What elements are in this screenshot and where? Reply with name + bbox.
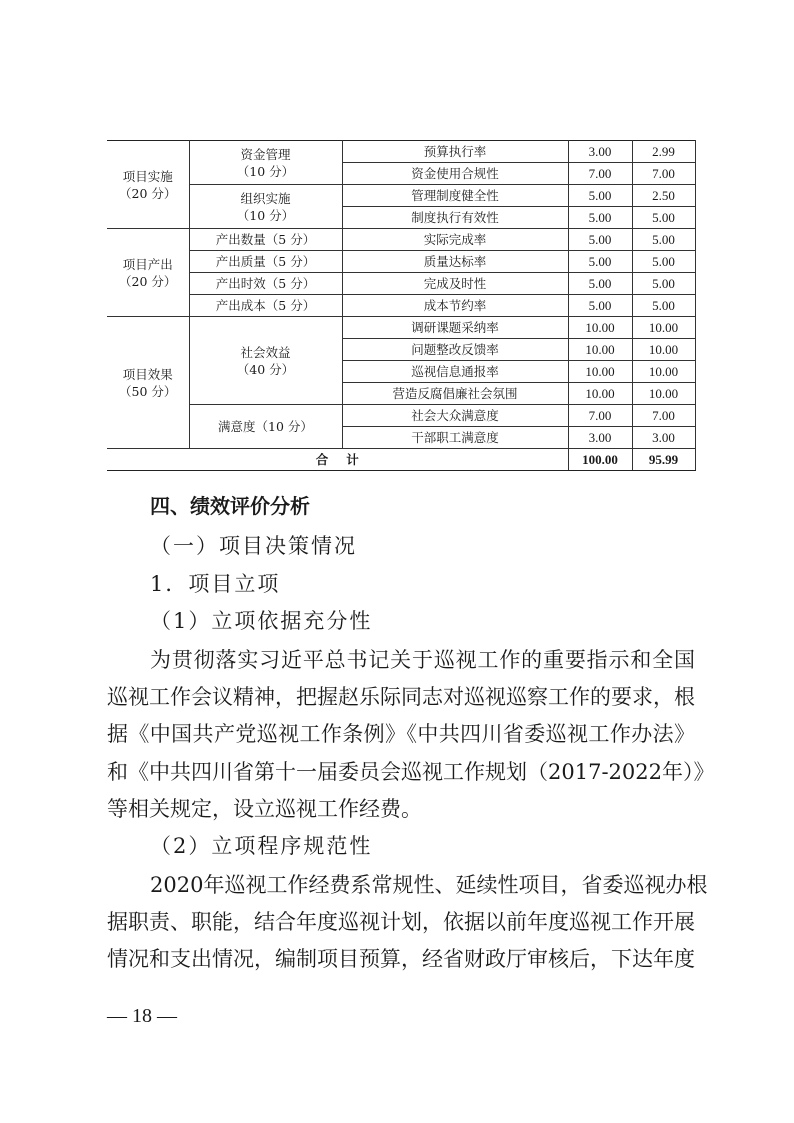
paragraph-line: 2020年巡视工作经费系常规性、延续性项目，省委巡视办根 xyxy=(150,873,708,897)
indicator-cell: 制度执行有效性 xyxy=(342,207,568,229)
table-row xyxy=(107,229,695,251)
table-row xyxy=(107,251,695,273)
indicator-cell: 营造反腐倡廉社会氛围 xyxy=(342,383,568,405)
paragraph-line: 据职责、职能，结合年度巡视计划，依据以前年度巡视工作开展 xyxy=(107,910,695,934)
total-score: 95.99 xyxy=(632,449,695,471)
weight-cell: 3.00 xyxy=(568,427,632,449)
table-row xyxy=(107,273,695,295)
subcategory-cell: 产出数量（5 分） xyxy=(189,229,342,251)
score-cell: 3.00 xyxy=(632,427,695,449)
item-heading: 1．项目立项 xyxy=(150,572,281,596)
indicator-cell: 干部职工满意度 xyxy=(342,427,568,449)
subsection-heading: （一）项目决策情况 xyxy=(150,534,357,558)
indicator-cell: 质量达标率 xyxy=(342,251,568,273)
category-cell: 项目效果 （50 分） xyxy=(107,317,189,449)
weight-cell: 5.00 xyxy=(568,295,632,317)
weight-cell: 5.00 xyxy=(568,185,632,207)
score-cell: 10.00 xyxy=(632,339,695,361)
total-weight: 100.00 xyxy=(568,449,632,471)
weight-cell: 5.00 xyxy=(568,273,632,295)
subcategory-cell: 资金管理 （10 分） xyxy=(189,141,342,185)
subcategory-cell: 组织实施 （10 分） xyxy=(189,185,342,229)
table-row xyxy=(107,141,695,163)
weight-cell: 10.00 xyxy=(568,317,632,339)
weight-cell: 7.00 xyxy=(568,163,632,185)
section-heading: 四、绩效评价分析 xyxy=(150,494,310,518)
weight-cell: 5.00 xyxy=(568,229,632,251)
performance-score-table xyxy=(107,140,696,471)
subcategory-cell: 产出时效（5 分） xyxy=(189,273,342,295)
paragraph-line: 据《中国共产党巡视工作条例》《中共四川省委巡视工作办法》 xyxy=(107,722,695,746)
score-cell: 5.00 xyxy=(632,251,695,273)
weight-cell: 10.00 xyxy=(568,361,632,383)
subcategory-cell: 社会效益 （40 分） xyxy=(189,317,342,405)
score-cell: 2.50 xyxy=(632,185,695,207)
score-cell: 5.00 xyxy=(632,295,695,317)
indicator-cell: 巡视信息通报率 xyxy=(342,361,568,383)
total-label: 合计 xyxy=(107,449,568,471)
indicator-cell: 实际完成率 xyxy=(342,229,568,251)
subitem-heading: （2）立项程序规范性 xyxy=(150,834,373,858)
weight-cell: 5.00 xyxy=(568,207,632,229)
score-cell: 5.00 xyxy=(632,207,695,229)
indicator-cell: 社会大众满意度 xyxy=(342,405,568,427)
subcategory-cell: 产出质量（5 分） xyxy=(189,251,342,273)
paragraph-line: 等相关规定，设立巡视工作经费。 xyxy=(107,797,422,821)
indicator-cell: 成本节约率 xyxy=(342,295,568,317)
paragraph-line: 巡视工作会议精神，把握赵乐际同志对巡视巡察工作的要求，根 xyxy=(107,685,695,709)
score-cell: 5.00 xyxy=(632,229,695,251)
score-cell: 2.99 xyxy=(632,141,695,163)
indicator-cell: 调研课题采纳率 xyxy=(342,317,568,339)
score-cell: 10.00 xyxy=(632,361,695,383)
table-total-row xyxy=(107,449,695,471)
weight-cell: 3.00 xyxy=(568,141,632,163)
weight-cell: 5.00 xyxy=(568,251,632,273)
indicator-cell: 问题整改反馈率 xyxy=(342,339,568,361)
indicator-cell: 预算执行率 xyxy=(342,141,568,163)
weight-cell: 7.00 xyxy=(568,405,632,427)
table-row xyxy=(107,295,695,317)
score-cell: 7.00 xyxy=(632,163,695,185)
score-cell: 5.00 xyxy=(632,273,695,295)
indicator-cell: 管理制度健全性 xyxy=(342,185,568,207)
indicator-cell: 完成及时性 xyxy=(342,273,568,295)
table-row xyxy=(107,405,695,427)
category-cell: 项目产出 （20 分） xyxy=(107,229,189,317)
weight-cell: 10.00 xyxy=(568,383,632,405)
indicator-cell: 资金使用合规性 xyxy=(342,163,568,185)
table-row xyxy=(107,185,695,207)
paragraph-line: 情况和支出情况，编制项目预算，经省财政厅审核后，下达年度 xyxy=(107,947,695,971)
paragraph-line: 为贯彻落实习近平总书记关于巡视工作的重要指示和全国 xyxy=(150,648,695,672)
subitem-heading: （1）立项依据充分性 xyxy=(150,609,373,633)
subcategory-cell: 产出成本（5 分） xyxy=(189,295,342,317)
weight-cell: 10.00 xyxy=(568,339,632,361)
score-cell: 7.00 xyxy=(632,405,695,427)
score-cell: 10.00 xyxy=(632,317,695,339)
category-cell: 项目实施 （20 分） xyxy=(107,141,189,229)
score-cell: 10.00 xyxy=(632,383,695,405)
paragraph-line: 和《中共四川省第十一届委员会巡视工作规划（2017-2022年）》 xyxy=(107,760,715,784)
table-row xyxy=(107,317,695,339)
subcategory-cell: 满意度（10 分） xyxy=(189,405,342,449)
page-number: — 18 — xyxy=(107,1005,177,1027)
